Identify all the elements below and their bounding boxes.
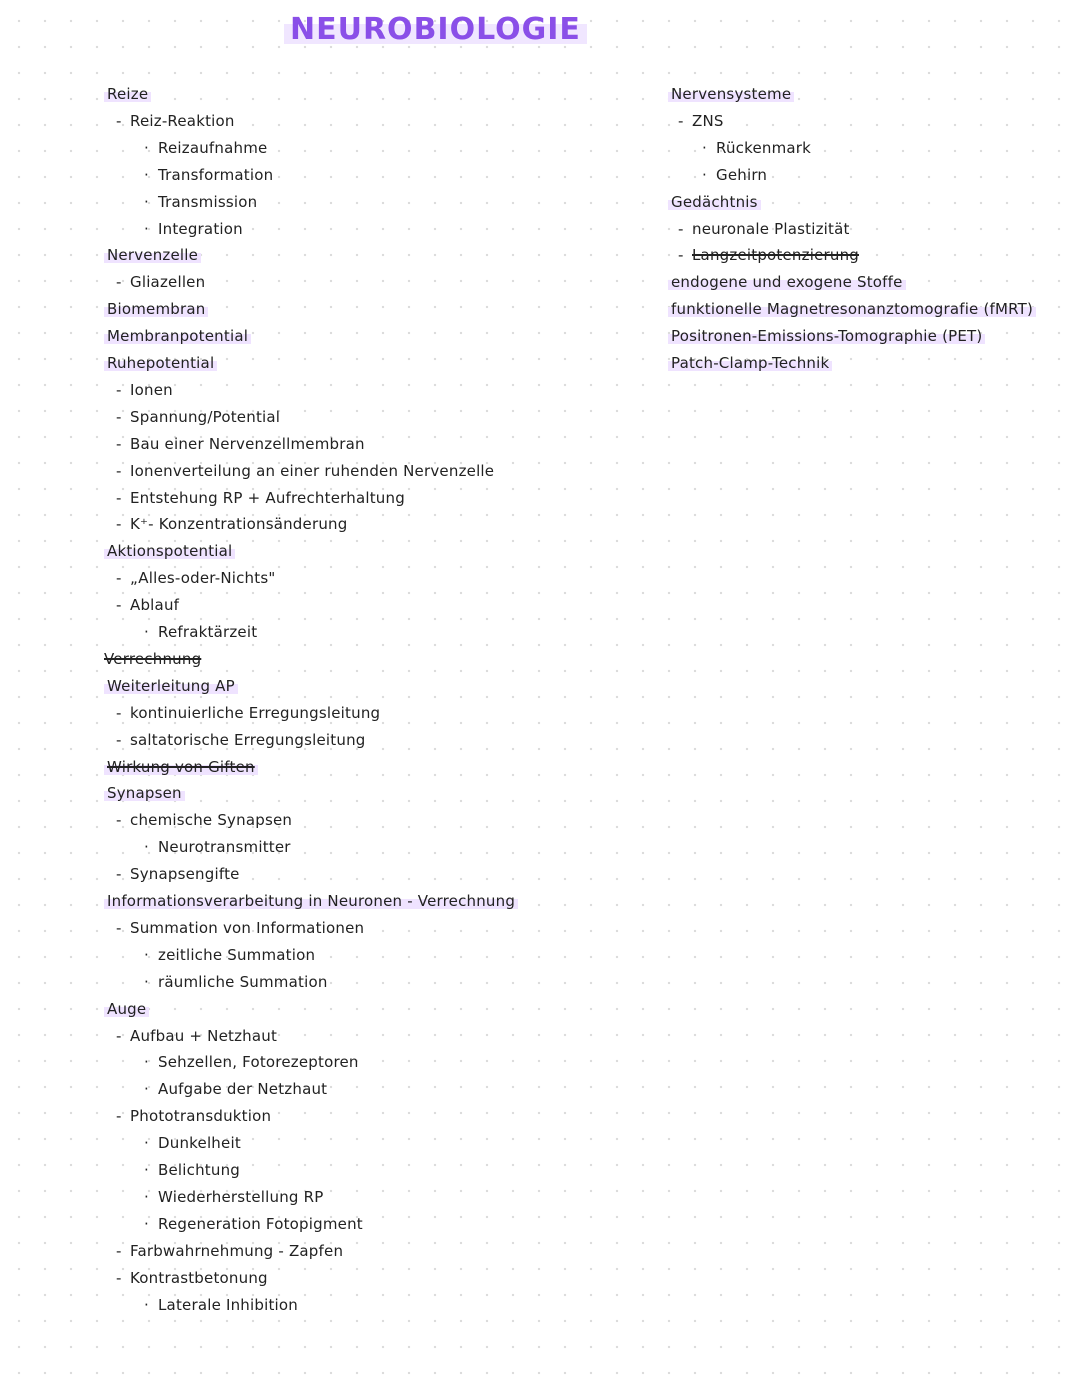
- subtopic-item: [116, 918, 364, 938]
- item-text: Aktionspotential: [104, 542, 235, 560]
- item-text: Entstehung RP + Aufrechterhaltung: [130, 488, 405, 507]
- item-text: Refraktärzeit: [158, 623, 258, 641]
- detail-item: [144, 192, 257, 212]
- item-text: Ablauf: [130, 596, 180, 615]
- dash-marker: -: [116, 811, 122, 830]
- subtopic-item: [116, 434, 365, 454]
- bullet-icon: ·: [144, 1187, 149, 1206]
- item-text: saltatorische Erregungsleitung: [130, 730, 366, 749]
- item-text: Summation von Informationen: [130, 918, 365, 937]
- topic-heading: [668, 299, 1036, 319]
- item-text: Biomembran: [104, 300, 208, 318]
- bullet-icon: ·: [144, 1134, 149, 1153]
- item-text: funktionelle Magnetresonanztomografie (fMRT): [668, 300, 1036, 318]
- subtopic-item: [116, 810, 292, 830]
- detail-item: [144, 945, 315, 965]
- item-text: Sehzellen, Fotorezeptoren: [158, 1053, 359, 1072]
- dash-marker: -: [116, 596, 122, 615]
- item-text: Transmission: [158, 192, 258, 211]
- item-text: Integration: [158, 219, 243, 238]
- subtopic-item: [116, 1026, 277, 1046]
- bullet-icon: ·: [702, 138, 707, 157]
- topic-heading: [104, 757, 258, 777]
- item-text: Gedächtnis: [668, 193, 761, 211]
- detail-item: [144, 1079, 327, 1099]
- detail-item: [144, 138, 267, 158]
- item-text: zeitliche Summation: [158, 945, 316, 964]
- subtopic-item: [116, 272, 205, 292]
- dash-marker: -: [116, 434, 122, 453]
- subtopic-item: [678, 111, 724, 131]
- dash-marker: -: [116, 488, 122, 507]
- topic-heading: [668, 326, 985, 346]
- bullet-icon: ·: [144, 838, 149, 857]
- subtopic-item: [116, 703, 380, 723]
- subtopic-item: [116, 111, 235, 131]
- item-text: Spannung/Potential: [130, 407, 281, 426]
- item-text: Phototransduktion: [130, 1107, 272, 1126]
- detail-item: [702, 138, 811, 158]
- dash-marker: -: [116, 1241, 122, 1260]
- bullet-icon: ·: [144, 219, 149, 238]
- dash-marker: -: [116, 273, 122, 292]
- subtopic-item: [116, 380, 173, 400]
- bullet-icon: ·: [144, 165, 149, 184]
- item-text: Langzeitpotenzierung: [692, 246, 860, 265]
- item-text: Aufgabe der Netzhaut: [158, 1080, 328, 1099]
- item-text: Reizaufnahme: [158, 138, 268, 157]
- dash-marker: -: [116, 1026, 122, 1045]
- dash-marker: -: [116, 111, 122, 130]
- topic-heading: [668, 353, 832, 373]
- topic-heading: [104, 353, 217, 373]
- dash-marker: -: [116, 865, 122, 884]
- topic-heading: [104, 84, 151, 104]
- bullet-icon: ·: [144, 138, 149, 157]
- detail-item: [702, 165, 767, 185]
- topic-heading: [104, 326, 251, 346]
- dash-marker: -: [116, 918, 122, 937]
- item-text: Gliazellen: [130, 273, 206, 292]
- bullet-icon: ·: [144, 192, 149, 211]
- topic-heading: [668, 272, 906, 292]
- item-text: Reiz-Reaktion: [130, 111, 235, 130]
- dash-marker: -: [678, 219, 684, 238]
- item-text: Farbwahrnehmung - Zapfen: [130, 1241, 344, 1260]
- topic-heading: [668, 84, 794, 104]
- item-text: Informationsverarbeitung in Neuronen - Verrechnung: [104, 892, 518, 910]
- detail-item: [144, 1052, 359, 1072]
- dash-marker: -: [678, 246, 684, 265]
- topic-heading: [668, 192, 761, 212]
- bullet-icon: ·: [144, 945, 149, 964]
- item-text: Neurotransmitter: [158, 838, 291, 857]
- item-text: Gehirn: [716, 165, 768, 184]
- item-text: Nervensysteme: [668, 85, 794, 103]
- item-text: ZNS: [692, 111, 724, 130]
- item-text: endogene und exogene Stoffe: [668, 273, 906, 291]
- subtopic-item: [678, 219, 850, 239]
- subtopic-item: [116, 864, 240, 884]
- item-text: Ruhepotential: [104, 354, 217, 372]
- topic-heading: [104, 541, 235, 561]
- item-text: Belichtung: [158, 1161, 241, 1179]
- item-text: „Alles-oder-Nichts": [130, 569, 276, 588]
- item-text: Positronen-Emissions-Tomographie (PET): [668, 327, 985, 345]
- dash-marker: -: [116, 1268, 122, 1287]
- detail-item: [144, 1187, 323, 1207]
- item-text: Dunkelheit: [158, 1134, 241, 1153]
- item-text: Ionen: [130, 380, 173, 399]
- item-text: Reize: [104, 85, 151, 103]
- dash-marker: -: [116, 1107, 122, 1126]
- topic-heading: [104, 783, 185, 803]
- bullet-icon: ·: [144, 1214, 149, 1233]
- item-text: Patch-Clamp-Technik: [668, 354, 832, 372]
- dash-marker: -: [116, 515, 122, 534]
- subtopic-item: [116, 730, 366, 750]
- bullet-icon: ·: [144, 1295, 149, 1314]
- detail-item: [144, 622, 257, 642]
- detail-item: [144, 219, 243, 239]
- subtopic-item: [116, 1268, 268, 1288]
- subtopic-item: [116, 514, 347, 534]
- bullet-icon: ·: [144, 623, 149, 641]
- topic-heading: [104, 649, 201, 669]
- subtopic-item: [116, 1106, 271, 1126]
- item-text: Kontrastbetonung: [130, 1268, 268, 1287]
- detail-item: [144, 165, 273, 185]
- dash-marker: -: [678, 111, 684, 130]
- subtopic-item: [116, 488, 405, 508]
- detail-item: [144, 1133, 241, 1153]
- detail-item: [144, 972, 328, 992]
- subtopic-item: [116, 407, 280, 427]
- item-text: Regeneration Fotopigment: [158, 1214, 363, 1233]
- item-text: chemische Synapsen: [130, 811, 293, 830]
- bullet-icon: ·: [144, 972, 149, 991]
- item-text: Aufbau + Netzhaut: [130, 1026, 278, 1045]
- item-text: neuronale Plastizität: [692, 219, 850, 238]
- topic-heading: [104, 245, 201, 265]
- item-text: Laterale Inhibition: [158, 1295, 299, 1314]
- item-text: K⁺- Konzentrationsänderung: [130, 515, 348, 534]
- subtopic-item: [116, 568, 275, 588]
- bullet-icon: ·: [144, 1080, 149, 1099]
- dash-marker: -: [116, 730, 122, 749]
- detail-item: [144, 1160, 240, 1180]
- detail-item: [144, 1295, 298, 1315]
- item-text: Rückenmark: [716, 138, 812, 157]
- subtopic-item: [116, 1241, 343, 1261]
- item-text: Weiterleitung AP: [104, 677, 238, 695]
- item-text: Wirkung von Giften: [104, 758, 258, 776]
- detail-item: [144, 837, 291, 857]
- item-text: Synapsengifte: [130, 865, 240, 884]
- subtopic-item: [116, 461, 494, 481]
- item-text: Auge: [104, 1000, 149, 1018]
- item-text: Transformation: [158, 165, 274, 184]
- bullet-icon: ·: [144, 1161, 149, 1179]
- item-text: Wiederherstellung RP: [158, 1187, 324, 1206]
- detail-item: [144, 1214, 363, 1234]
- item-text: kontinuierliche Erregungsleitung: [130, 703, 381, 722]
- item-text: Bau einer Nervenzellmembran: [130, 434, 365, 453]
- dash-marker: -: [116, 569, 122, 588]
- topic-heading: [104, 891, 518, 911]
- bullet-icon: ·: [144, 1053, 149, 1072]
- dash-marker: -: [116, 380, 122, 399]
- topic-heading: [104, 299, 208, 319]
- bullet-icon: ·: [702, 165, 707, 184]
- dash-marker: -: [116, 703, 122, 722]
- item-text: Ionenverteilung an einer ruhenden Nervenzelle: [130, 461, 495, 480]
- item-text: Membranpotential: [104, 327, 251, 345]
- topic-heading: [104, 676, 238, 696]
- item-text: Synapsen: [104, 784, 185, 802]
- item-text: räumliche Summation: [158, 972, 328, 991]
- subtopic-item: [678, 245, 859, 265]
- page-title: NEUROBIOLOGIE: [284, 12, 587, 47]
- subtopic-item: [116, 595, 179, 615]
- dash-marker: -: [116, 461, 122, 480]
- topic-heading: [104, 999, 149, 1019]
- item-text: Nervenzelle: [104, 246, 201, 264]
- item-text: Verrechnung: [104, 649, 202, 668]
- dash-marker: -: [116, 407, 122, 426]
